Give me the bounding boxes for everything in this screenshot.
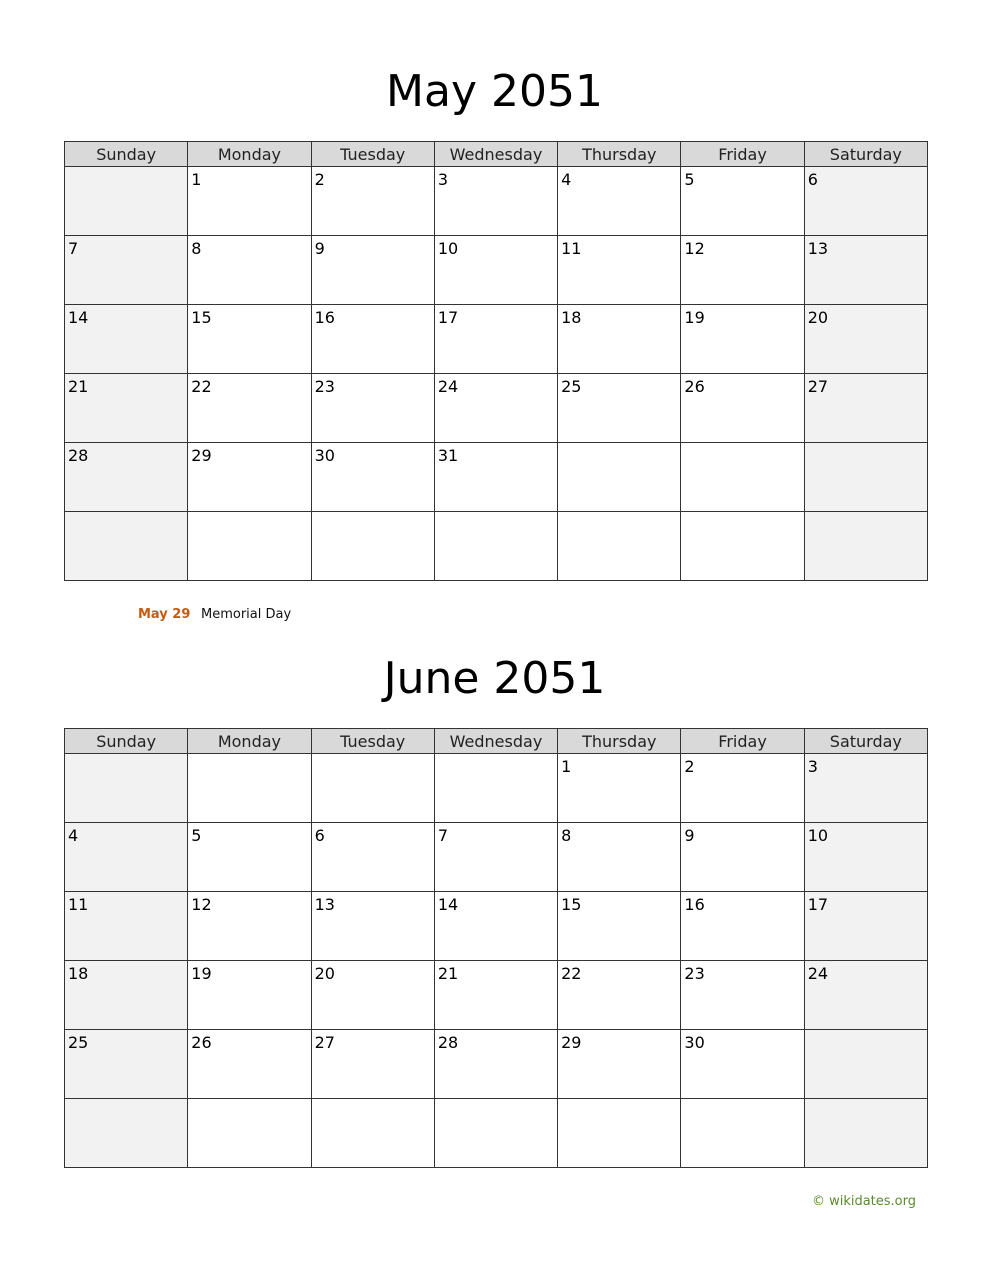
day-number bbox=[805, 512, 927, 516]
day-number: 28 bbox=[437, 1033, 459, 1052]
day-cell[interactable] bbox=[681, 1030, 804, 1099]
day-cell[interactable] bbox=[311, 1030, 434, 1099]
day-cell[interactable] bbox=[311, 305, 434, 374]
weekday-header: Saturday bbox=[804, 142, 927, 167]
day-cell[interactable] bbox=[804, 443, 927, 512]
day-number bbox=[312, 512, 434, 516]
day-cell[interactable] bbox=[804, 892, 927, 961]
day-number: 25 bbox=[561, 377, 582, 396]
day-cell[interactable] bbox=[434, 443, 557, 512]
holiday-list bbox=[138, 607, 291, 622]
day-cell[interactable] bbox=[65, 236, 188, 305]
weekday-header: Wednesday bbox=[434, 142, 557, 167]
day-cell[interactable] bbox=[558, 443, 681, 512]
weekday-header: Friday bbox=[681, 729, 804, 754]
day-number: 9 bbox=[314, 239, 325, 258]
day-number: 27 bbox=[314, 1033, 335, 1052]
week-row bbox=[65, 374, 928, 443]
day-cell[interactable] bbox=[558, 961, 681, 1030]
day-cell[interactable] bbox=[681, 961, 804, 1030]
day-number: 10 bbox=[437, 239, 459, 258]
day-cell[interactable] bbox=[681, 892, 804, 961]
day-number: 12 bbox=[684, 239, 705, 258]
day-cell[interactable] bbox=[681, 1099, 804, 1168]
day-cell[interactable] bbox=[681, 443, 804, 512]
day-number: 30 bbox=[684, 1033, 705, 1052]
day-cell[interactable] bbox=[311, 443, 434, 512]
weekday-header: Wednesday bbox=[434, 729, 557, 754]
week-row bbox=[65, 754, 928, 823]
day-cell[interactable] bbox=[804, 374, 927, 443]
day-number: 4 bbox=[68, 826, 79, 845]
day-cell[interactable] bbox=[434, 892, 557, 961]
day-number: 15 bbox=[191, 308, 212, 327]
day-cell[interactable] bbox=[681, 236, 804, 305]
day-number: 20 bbox=[807, 308, 829, 327]
day-cell[interactable] bbox=[65, 1099, 188, 1168]
weekday-header: Thursday bbox=[558, 729, 681, 754]
day-cell[interactable] bbox=[311, 892, 434, 961]
day-cell[interactable] bbox=[188, 305, 311, 374]
day-number: 26 bbox=[684, 377, 705, 396]
day-number: 27 bbox=[807, 377, 829, 396]
day-number: 25 bbox=[68, 1033, 89, 1052]
day-cell[interactable] bbox=[65, 305, 188, 374]
day-number bbox=[312, 1099, 434, 1103]
day-cell[interactable] bbox=[65, 512, 188, 581]
day-number bbox=[188, 754, 310, 758]
day-number: 23 bbox=[684, 964, 705, 983]
day-cell[interactable] bbox=[558, 1099, 681, 1168]
weekday-header-row bbox=[65, 142, 928, 167]
day-cell[interactable] bbox=[65, 1030, 188, 1099]
day-number: 6 bbox=[807, 170, 818, 189]
day-number: 22 bbox=[561, 964, 582, 983]
week-row bbox=[65, 823, 928, 892]
week-row bbox=[65, 1030, 928, 1099]
day-number bbox=[65, 1099, 187, 1103]
day-number: 1 bbox=[561, 757, 572, 776]
day-number: 16 bbox=[684, 895, 705, 914]
day-number: 29 bbox=[561, 1033, 582, 1052]
day-number: 3 bbox=[437, 170, 449, 189]
day-cell[interactable] bbox=[804, 236, 927, 305]
day-cell[interactable] bbox=[558, 823, 681, 892]
day-number: 16 bbox=[314, 308, 335, 327]
day-number: 3 bbox=[807, 757, 818, 776]
day-cell[interactable] bbox=[681, 374, 804, 443]
day-number bbox=[558, 443, 680, 447]
day-number: 30 bbox=[314, 446, 335, 465]
day-number: 22 bbox=[191, 377, 212, 396]
day-number: 10 bbox=[807, 826, 829, 845]
day-number bbox=[435, 1099, 557, 1103]
day-number: 12 bbox=[191, 895, 212, 914]
day-number: 14 bbox=[437, 895, 459, 914]
day-number: 5 bbox=[684, 170, 695, 189]
day-cell[interactable] bbox=[311, 167, 434, 236]
day-cell[interactable] bbox=[65, 443, 188, 512]
day-cell[interactable] bbox=[311, 823, 434, 892]
day-cell[interactable] bbox=[434, 305, 557, 374]
day-number: 7 bbox=[68, 239, 79, 258]
day-number: 2 bbox=[684, 757, 695, 776]
day-number: 26 bbox=[191, 1033, 212, 1052]
day-cell[interactable] bbox=[434, 961, 557, 1030]
week-row bbox=[65, 1099, 928, 1168]
day-cell[interactable] bbox=[681, 823, 804, 892]
weekday-header: Monday bbox=[188, 142, 311, 167]
day-number bbox=[805, 443, 927, 447]
day-cell[interactable] bbox=[188, 892, 311, 961]
weekday-header: Sunday bbox=[65, 142, 188, 167]
day-cell[interactable] bbox=[65, 374, 188, 443]
day-number: 18 bbox=[68, 964, 89, 983]
day-number: 11 bbox=[68, 895, 89, 914]
day-number bbox=[65, 167, 187, 171]
month-title-june: June 2051 bbox=[383, 653, 606, 704]
week-row bbox=[65, 961, 928, 1030]
day-cell[interactable] bbox=[558, 305, 681, 374]
day-cell[interactable] bbox=[311, 374, 434, 443]
day-number: 7 bbox=[437, 826, 449, 845]
day-cell[interactable] bbox=[434, 374, 557, 443]
day-cell[interactable] bbox=[311, 236, 434, 305]
day-cell[interactable] bbox=[558, 512, 681, 581]
day-number: 17 bbox=[437, 308, 459, 327]
day-cell[interactable] bbox=[188, 1099, 311, 1168]
day-number: 11 bbox=[561, 239, 582, 258]
day-number bbox=[435, 754, 557, 758]
day-number bbox=[312, 754, 434, 758]
day-cell[interactable] bbox=[188, 1030, 311, 1099]
day-cell[interactable] bbox=[681, 305, 804, 374]
weekday-header: Sunday bbox=[65, 729, 188, 754]
calendar-june bbox=[64, 728, 928, 1168]
day-cell[interactable] bbox=[434, 1099, 557, 1168]
day-cell[interactable] bbox=[188, 961, 311, 1030]
day-number: 23 bbox=[314, 377, 335, 396]
day-number: 15 bbox=[561, 895, 582, 914]
week-row bbox=[65, 512, 928, 581]
day-cell[interactable] bbox=[804, 1030, 927, 1099]
weekday-header: Thursday bbox=[558, 142, 681, 167]
day-cell[interactable] bbox=[65, 167, 188, 236]
day-number bbox=[805, 1030, 927, 1034]
day-cell[interactable] bbox=[311, 512, 434, 581]
day-cell[interactable] bbox=[188, 823, 311, 892]
day-number: 8 bbox=[191, 239, 202, 258]
day-cell[interactable] bbox=[188, 167, 311, 236]
day-number bbox=[805, 1099, 927, 1103]
weekday-header: Friday bbox=[681, 142, 804, 167]
day-cell[interactable] bbox=[188, 236, 311, 305]
day-cell[interactable] bbox=[434, 823, 557, 892]
month-title-may: May 2051 bbox=[386, 66, 603, 117]
day-number: 1 bbox=[191, 170, 202, 189]
holiday-name: Memorial Day bbox=[201, 607, 292, 622]
weekday-header: Tuesday bbox=[311, 142, 434, 167]
weekday-header: Tuesday bbox=[311, 729, 434, 754]
day-cell[interactable] bbox=[804, 823, 927, 892]
week-row bbox=[65, 305, 928, 374]
day-number bbox=[558, 512, 680, 516]
day-cell[interactable] bbox=[804, 961, 927, 1030]
day-cell[interactable] bbox=[681, 754, 804, 823]
day-number: 21 bbox=[437, 964, 459, 983]
holiday-date: May 29 bbox=[138, 607, 191, 622]
day-cell[interactable] bbox=[188, 374, 311, 443]
day-number bbox=[65, 512, 187, 516]
day-number: 28 bbox=[68, 446, 89, 465]
day-number: 20 bbox=[314, 964, 335, 983]
day-cell[interactable] bbox=[804, 754, 927, 823]
day-number bbox=[558, 1099, 680, 1103]
day-number: 8 bbox=[561, 826, 572, 845]
copyright-footer[interactable]: © wikidates.org bbox=[811, 1194, 916, 1209]
day-number: 17 bbox=[807, 895, 829, 914]
day-cell[interactable] bbox=[804, 167, 927, 236]
day-number: 24 bbox=[807, 964, 829, 983]
day-number: 5 bbox=[191, 826, 202, 845]
week-row bbox=[65, 167, 928, 236]
day-number bbox=[65, 754, 187, 758]
week-row bbox=[65, 443, 928, 512]
day-number: 29 bbox=[191, 446, 212, 465]
day-number: 9 bbox=[684, 826, 695, 845]
day-number bbox=[681, 443, 803, 447]
day-number bbox=[681, 1099, 803, 1103]
day-cell[interactable] bbox=[558, 1030, 681, 1099]
day-number bbox=[681, 512, 803, 516]
day-number: 13 bbox=[807, 239, 829, 258]
day-number: 2 bbox=[314, 170, 325, 189]
day-cell[interactable] bbox=[804, 1099, 927, 1168]
weekday-header: Saturday bbox=[804, 729, 927, 754]
day-cell[interactable] bbox=[65, 961, 188, 1030]
day-cell[interactable] bbox=[558, 167, 681, 236]
day-cell[interactable] bbox=[558, 754, 681, 823]
day-cell[interactable] bbox=[65, 892, 188, 961]
day-number bbox=[435, 512, 557, 516]
day-cell[interactable] bbox=[558, 236, 681, 305]
day-cell[interactable] bbox=[804, 305, 927, 374]
day-cell[interactable] bbox=[558, 374, 681, 443]
day-number: 6 bbox=[314, 826, 325, 845]
day-cell[interactable] bbox=[188, 512, 311, 581]
day-cell[interactable] bbox=[188, 754, 311, 823]
day-number: 19 bbox=[684, 308, 705, 327]
weekday-header: Monday bbox=[188, 729, 311, 754]
day-cell[interactable] bbox=[311, 1099, 434, 1168]
day-cell[interactable] bbox=[681, 167, 804, 236]
day-number: 21 bbox=[68, 377, 89, 396]
day-cell[interactable] bbox=[188, 443, 311, 512]
day-cell[interactable] bbox=[434, 512, 557, 581]
day-number: 13 bbox=[314, 895, 335, 914]
day-number: 19 bbox=[191, 964, 212, 983]
day-cell[interactable] bbox=[681, 512, 804, 581]
day-number bbox=[188, 1099, 310, 1103]
day-cell[interactable] bbox=[558, 892, 681, 961]
day-cell[interactable] bbox=[434, 1030, 557, 1099]
day-cell[interactable] bbox=[65, 823, 188, 892]
week-row bbox=[65, 892, 928, 961]
day-number: 24 bbox=[437, 377, 459, 396]
calendar-may bbox=[64, 141, 928, 581]
day-number bbox=[188, 512, 310, 516]
day-number: 14 bbox=[68, 308, 89, 327]
day-cell[interactable] bbox=[434, 167, 557, 236]
day-cell[interactable] bbox=[434, 754, 557, 823]
weekday-header-row bbox=[65, 729, 928, 754]
day-number: 18 bbox=[561, 308, 582, 327]
day-cell[interactable] bbox=[804, 512, 927, 581]
day-number: 31 bbox=[437, 446, 459, 465]
day-cell[interactable] bbox=[65, 754, 188, 823]
day-cell[interactable] bbox=[434, 236, 557, 305]
day-cell[interactable] bbox=[311, 754, 434, 823]
week-row bbox=[65, 236, 928, 305]
day-number: 4 bbox=[561, 170, 572, 189]
day-cell[interactable] bbox=[311, 961, 434, 1030]
